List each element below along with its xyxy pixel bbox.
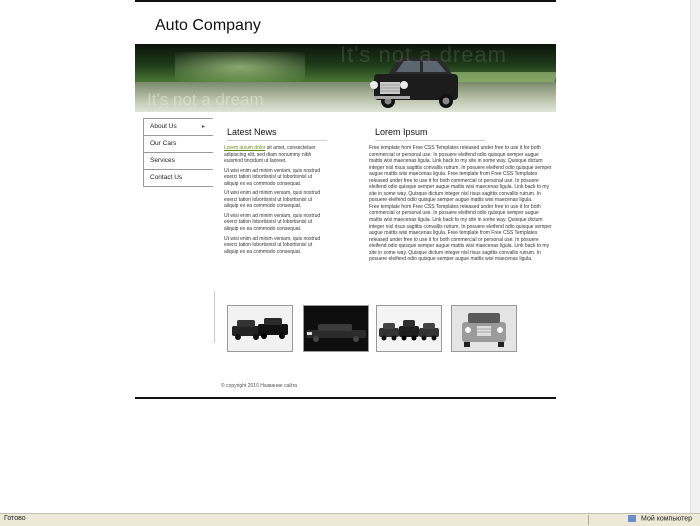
bottom-rule	[135, 397, 556, 399]
car-photo-icon	[452, 306, 516, 351]
nav-item-contact-us[interactable]	[143, 170, 213, 187]
banner-tagline: It's not a dream	[147, 90, 264, 109]
lorem-paragraph: Free template from Free CSS Templates released under free to use it for both commercial or personal use. In posuere eleifend odio quisque semper augue mattis wisi maecenas ligula. Link back to my site in some way. Quisque dictum integer nisl risus sagittis convallis rutrum. In posuere eleifend odio quisque semper augue mattis wisi maecenas ligula. Free template from Free CSS Templates released under free to use it for both commercial or personal use. In posuere eleifend odio quisque semper augue mattis wisi maecenas ligula. Link back to my site in some way. Quisque dictum integer nisl risus sagittis convallis rutrum. In posuere eleifend odio quisque semper augue mattis wisi maecenas ligula.	[369, 145, 552, 204]
nav-item-label: About Us	[150, 123, 177, 130]
car-photo-icon	[304, 306, 368, 351]
lorem-content	[369, 145, 553, 263]
browser-statusbar	[0, 513, 700, 526]
gallery-image-1[interactable]	[227, 305, 293, 352]
column-divider	[214, 292, 215, 343]
heading-rule	[375, 140, 485, 141]
status-zone	[628, 515, 692, 522]
gallery-image-3[interactable]	[376, 305, 442, 352]
news-intro-text: sit amet, consectetuer adipiscing elit, sed diam nonummy nibh euismod tincidunt ut laoreet.	[224, 145, 316, 165]
site-title[interactable]: Auto Company	[155, 17, 261, 34]
car-photo-icon	[377, 306, 441, 351]
side-nav	[143, 118, 213, 187]
news-paragraph: Ut wisi enim ad minim veniam, quis nostrud exerci tation lobortisnisl ut lobortisnisl ut aliquip ex ea commodo consequat.	[224, 167, 321, 187]
nav-item-label: Contact Us	[150, 174, 183, 181]
page-container	[135, 0, 556, 400]
gallery-image-2[interactable]	[303, 305, 369, 352]
lorem-paragraph: Free template from Free CSS Templates released under free to use it for both commercial or personal use. In posuere eleifend odio quisque semper augue mattis wisi maecenas ligula. Link back to my site in some way. Quisque dictum integer nisl risus sagittis convallis rutrum. In posuere eleifend odio quisque semper augue mattis wisi maecenas ligula. Free template from Free CSS Templates released under free to use it for both commercial or personal use. In posuere eleifend odio quisque semper augue mattis wisi maecenas ligula. Link back to my site in some way. Quisque dictum integer nisl risus sagittis convallis rutrum. In posuere eleifend odio quisque semper augue mattis wisi maecenas ligula.	[369, 203, 552, 263]
arrow-right-icon: ▸	[201, 124, 205, 130]
window-scrollbar[interactable]	[690, 0, 700, 513]
status-zone-label: Мой компьютер	[641, 515, 692, 523]
nav-item-label: Services	[150, 157, 175, 164]
banner-ghost-text: It's not a dream	[340, 44, 507, 67]
news-paragraph: Ut wisi enim ad minim veniam, quis nostrud exerci tation lobortisnisl ut lobortisnisl ut aliquip ex ea commodo consequat.	[224, 235, 321, 255]
nav-item-services[interactable]	[143, 153, 213, 170]
car-photo-icon	[228, 306, 292, 351]
top-rule	[135, 0, 556, 2]
nav-item-our-cars[interactable]	[143, 136, 213, 153]
news-intro	[224, 145, 327, 165]
computer-icon	[628, 515, 636, 522]
latest-news-content	[224, 145, 327, 258]
nav-item-about-us[interactable]	[143, 119, 213, 136]
heading-rule	[227, 140, 327, 141]
news-paragraph: Ut wisi enim ad minim veniam, quis nostrud exerci tation lobortisnisl ut lobortisnisl ut aliquip ex ea commodo consequat.	[224, 212, 321, 233]
news-paragraph: Ut wisi enim ad minim veniam, quis nostrud exerci tation lobortisnisl ut lobortisnisl ut aliquip ex ea commodo consequat.	[224, 190, 321, 210]
status-text: Готово	[4, 515, 26, 522]
copyright-text: © copyright 2010 Название сайта	[221, 383, 298, 389]
header-banner	[135, 44, 556, 112]
news-link[interactable]: Lorem ipsum dolor	[224, 145, 266, 151]
latest-news-heading: Latest News	[227, 127, 277, 137]
nav-item-label: Our Cars	[150, 140, 177, 147]
lorem-ipsum-heading: Lorem Ipsum	[375, 127, 428, 137]
gallery-image-4[interactable]	[451, 305, 517, 352]
